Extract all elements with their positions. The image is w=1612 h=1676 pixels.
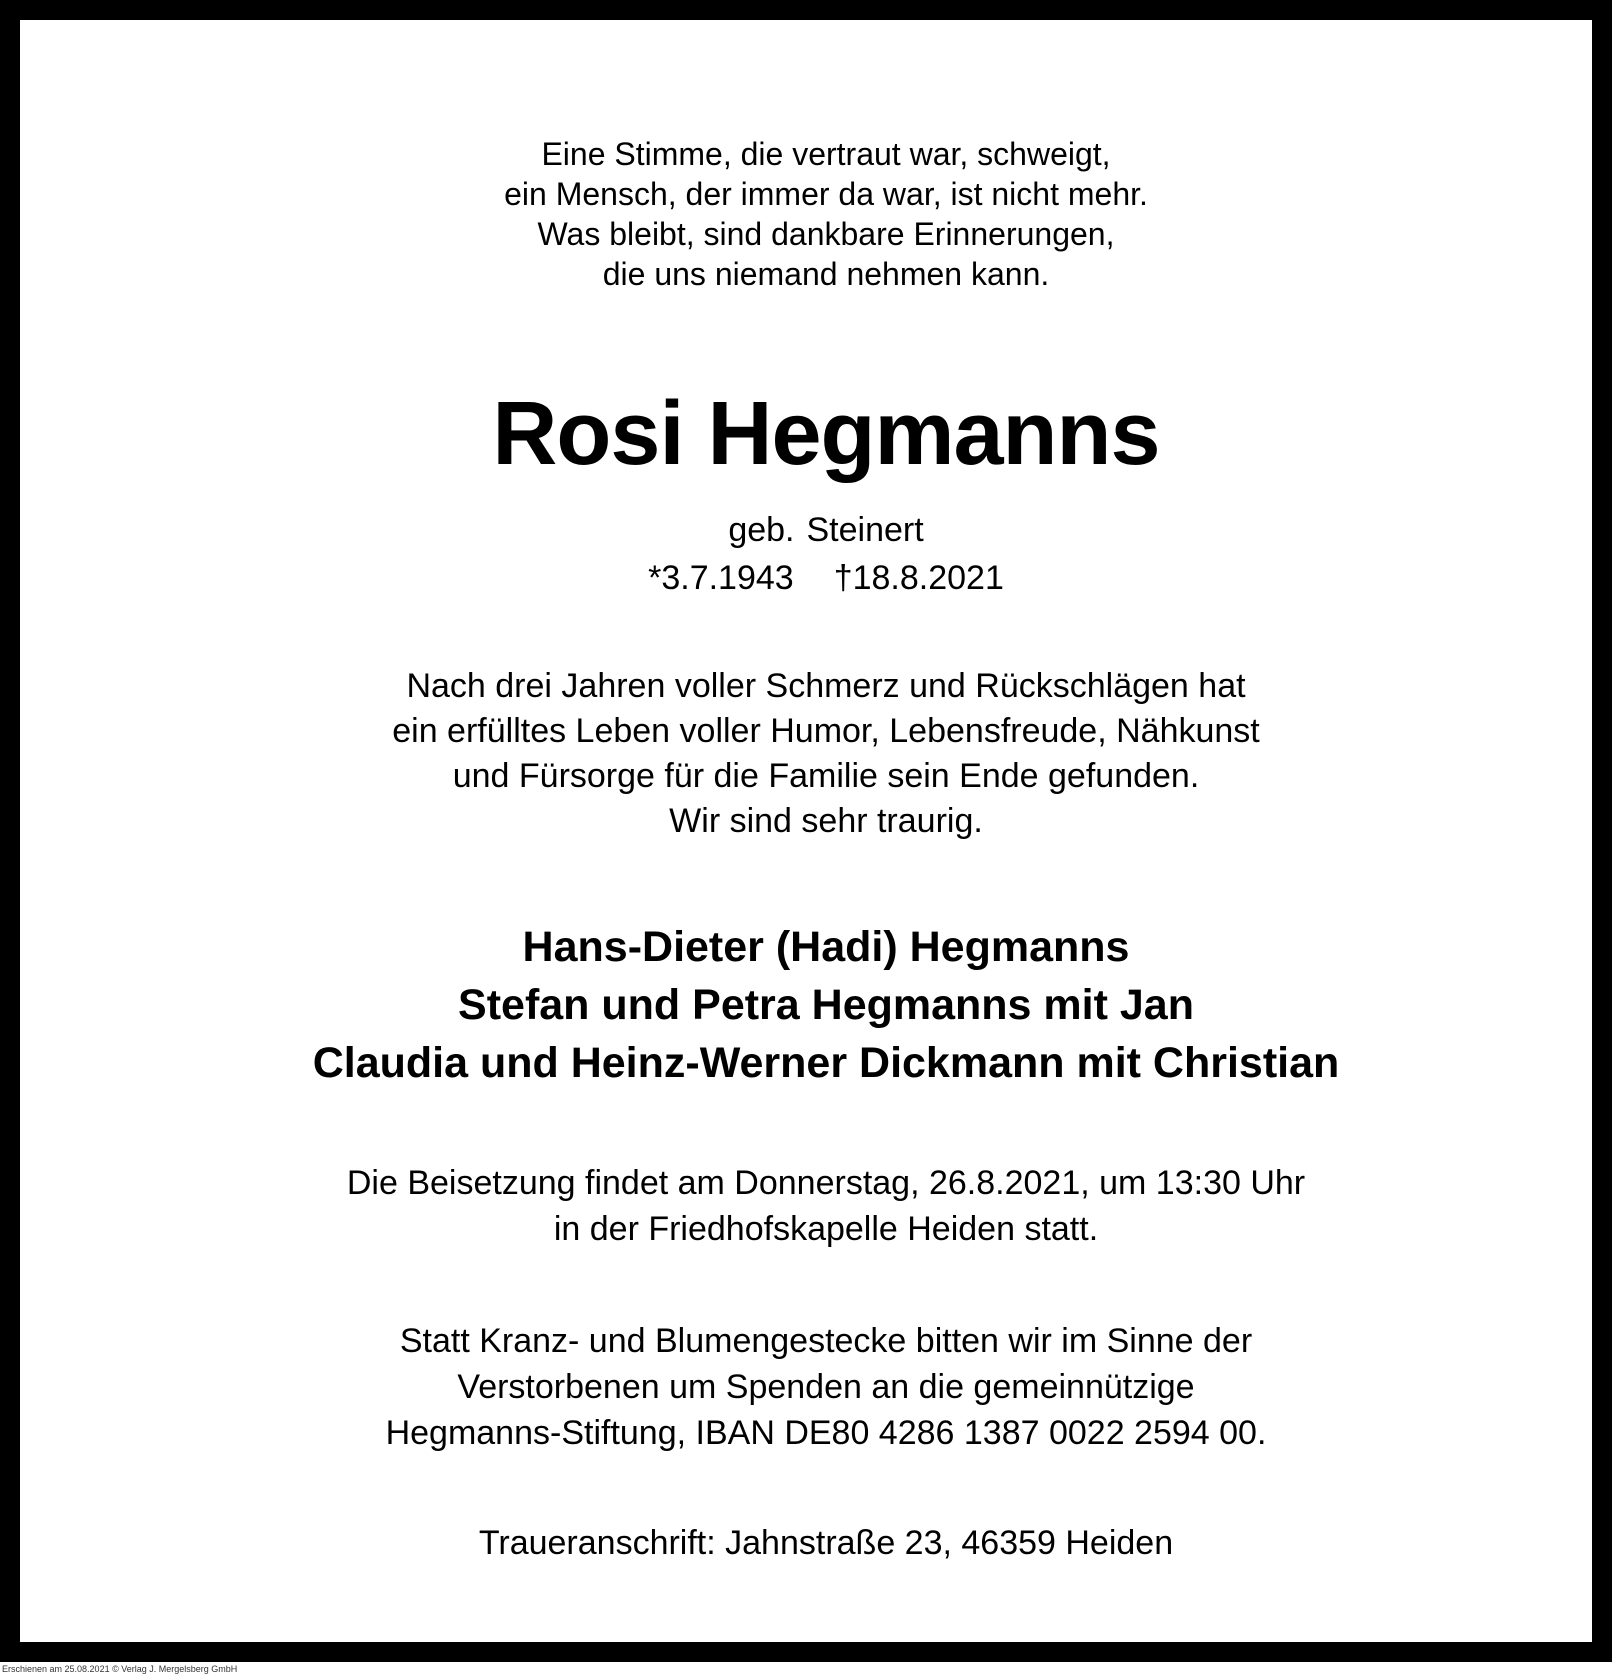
born-prefix: geb. (728, 511, 795, 549)
donation-line: Statt Kranz- und Blumengestecke bitten wir im Sinne der (399, 1322, 1253, 1360)
mourner-name: Claudia und Heinz-Werner Dickmann mit Christian (312, 1039, 1340, 1087)
motto-line: Eine Stimme, die vertraut war, schweigt, (541, 136, 1111, 172)
farewell-message (20, 664, 1612, 844)
motto-verse (20, 134, 1612, 294)
donation-line: Verstorbenen um Spenden an die gemeinnützige (457, 1368, 1195, 1406)
birth-date: *3.7.1943 (648, 559, 794, 597)
mourning-address: Traueranschrift: Jahnstraße 23, 46359 Heiden (478, 1524, 1174, 1562)
motto-line: ein Mensch, der immer da war, ist nicht mehr. (504, 176, 1148, 212)
death-date: †18.8.2021 (833, 559, 1004, 597)
donation-request (20, 1318, 1612, 1456)
message-line: Nach drei Jahren voller Schmerz und Rückschlägen hat (406, 667, 1246, 705)
life-dates (20, 556, 1612, 600)
mourner-name: Hans-Dieter (Hadi) Hegmanns (522, 923, 1130, 971)
funeral-line: in der Friedhofskapelle Heiden statt. (553, 1210, 1099, 1248)
mourners-list (20, 918, 1612, 1092)
publication-credit: Erschienen am 25.08.2021 © Verlag J. Mergelsberg GmbH (2, 1664, 238, 1674)
motto-line: Was bleibt, sind dankbare Erinnerungen, (537, 216, 1115, 252)
mourner-name: Stefan und Petra Hegmanns mit Jan (458, 981, 1194, 1029)
maiden-name: Steinert (806, 511, 924, 549)
message-line: und Fürsorge für die Familie sein Ende gefunden. (452, 757, 1200, 795)
motto-line: die uns niemand nehmen kann. (602, 256, 1050, 292)
deceased-name: Rosi Hegmanns (492, 384, 1160, 484)
funeral-line: Die Beisetzung findet am Donnerstag, 26.8.2021, um 13:30 Uhr (346, 1164, 1306, 1202)
funeral-info (20, 1160, 1612, 1252)
donation-line: Hegmanns-Stiftung, IBAN DE80 4286 1387 0022 2594 00. (385, 1414, 1267, 1452)
maiden-name-line (20, 508, 1612, 552)
message-line: Wir sind sehr traurig. (669, 802, 983, 840)
message-line: ein erfülltes Leben voller Humor, Lebensfreude, Nähkunst (392, 712, 1260, 750)
